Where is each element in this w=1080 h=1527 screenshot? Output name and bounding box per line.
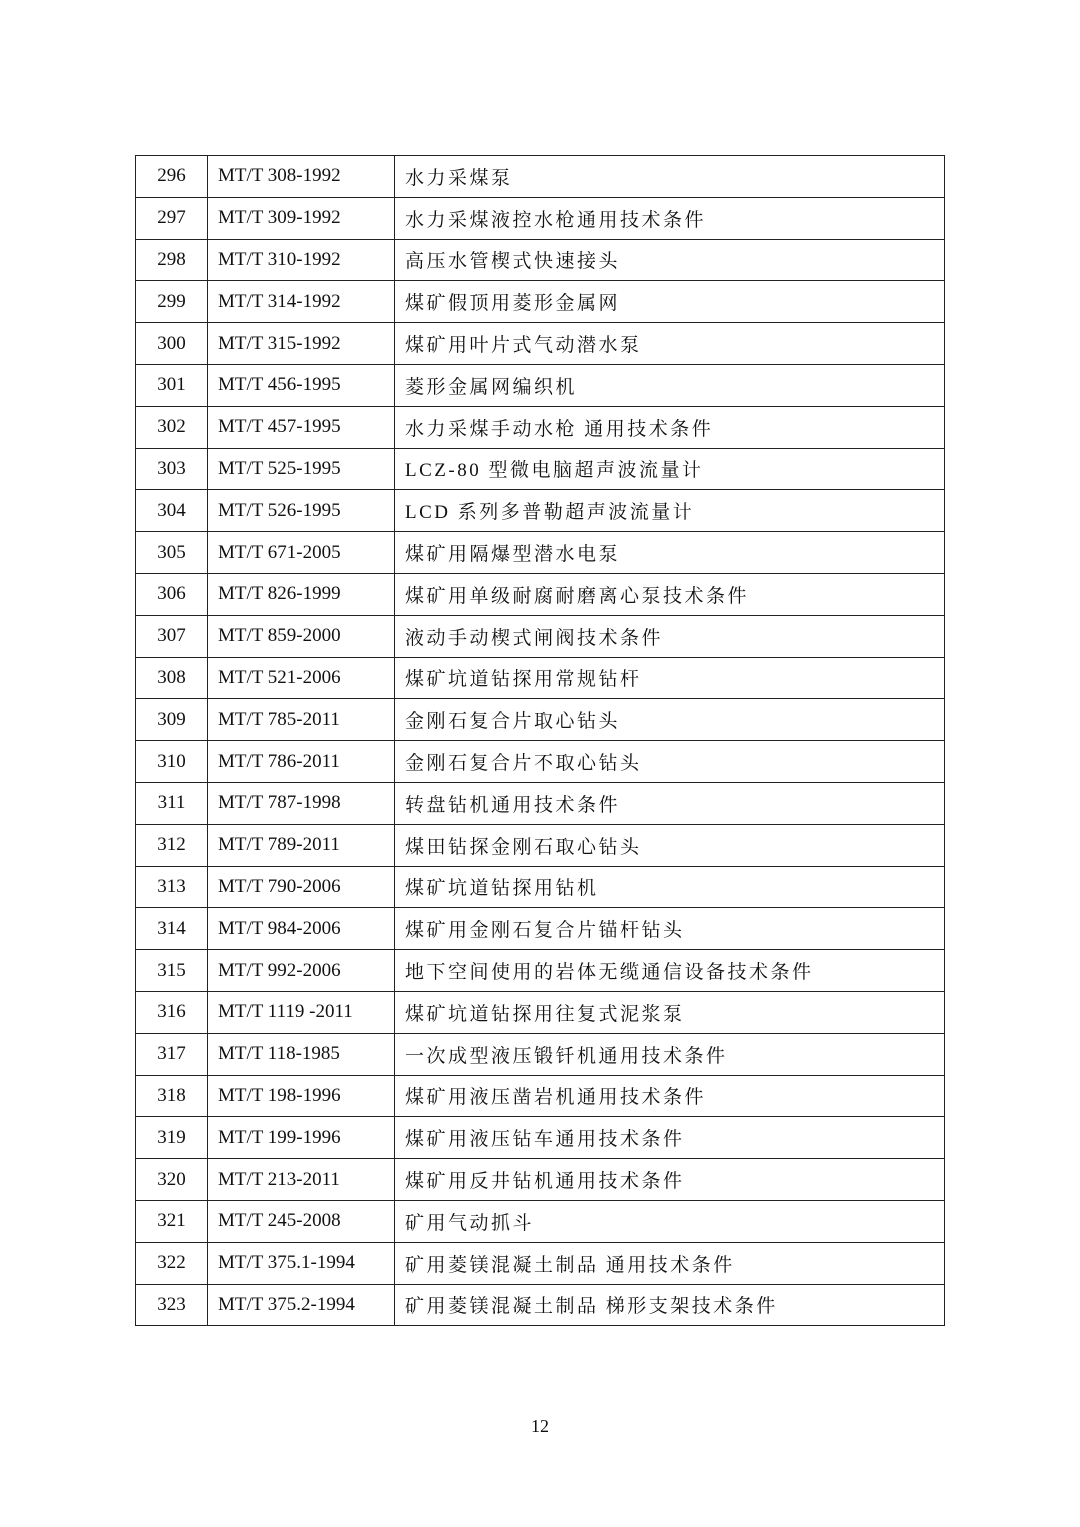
row-number-cell: 301 bbox=[136, 364, 208, 406]
row-number-cell: 319 bbox=[136, 1117, 208, 1159]
table-row bbox=[136, 615, 945, 657]
row-number-cell: 302 bbox=[136, 406, 208, 448]
standard-name-cell: 水力采煤液控水枪通用技术条件 bbox=[395, 197, 945, 239]
page-number: 12 bbox=[531, 1416, 549, 1436]
row-number-cell: 305 bbox=[136, 532, 208, 574]
row-number-cell: 323 bbox=[136, 1284, 208, 1326]
row-number-cell: 315 bbox=[136, 950, 208, 992]
table-row bbox=[136, 364, 945, 406]
table-row bbox=[136, 950, 945, 992]
standard-name-cell: 煤矿用叶片式气动潜水泵 bbox=[395, 323, 945, 365]
row-number-cell: 317 bbox=[136, 1033, 208, 1075]
standard-name-cell: 地下空间使用的岩体无缆通信设备技术条件 bbox=[395, 950, 945, 992]
row-number-cell: 303 bbox=[136, 448, 208, 490]
table-row bbox=[136, 991, 945, 1033]
standard-name-cell: 煤矿坑道钻探用常规钻杆 bbox=[395, 657, 945, 699]
standard-name-cell: 煤矿用反井钻机通用技术条件 bbox=[395, 1159, 945, 1201]
standard-code-cell: MT/T 992-2006 bbox=[208, 950, 395, 992]
standard-name-cell: 一次成型液压锻钎机通用技术条件 bbox=[395, 1033, 945, 1075]
row-number-cell: 316 bbox=[136, 991, 208, 1033]
table-row bbox=[136, 156, 945, 198]
table-row bbox=[136, 448, 945, 490]
standard-code-cell: MT/T 309-1992 bbox=[208, 197, 395, 239]
standard-code-cell: MT/T 787-1998 bbox=[208, 782, 395, 824]
standard-name-cell: 煤田钻探金刚石取心钻头 bbox=[395, 824, 945, 866]
table-row bbox=[136, 866, 945, 908]
standard-code-cell: MT/T 1119 -2011 bbox=[208, 991, 395, 1033]
standard-code-cell: MT/T 789-2011 bbox=[208, 824, 395, 866]
table-row bbox=[136, 657, 945, 699]
table-row bbox=[136, 1200, 945, 1242]
table-row bbox=[136, 1284, 945, 1326]
standard-code-cell: MT/T 213-2011 bbox=[208, 1159, 395, 1201]
standard-name-cell: 矿用气动抓斗 bbox=[395, 1200, 945, 1242]
standard-code-cell: MT/T 671-2005 bbox=[208, 532, 395, 574]
row-number-cell: 314 bbox=[136, 908, 208, 950]
row-number-cell: 298 bbox=[136, 239, 208, 281]
row-number-cell: 320 bbox=[136, 1159, 208, 1201]
standards-table bbox=[135, 155, 945, 1326]
table-row bbox=[136, 197, 945, 239]
standard-code-cell: MT/T 456-1995 bbox=[208, 364, 395, 406]
standard-name-cell: 高压水管楔式快速接头 bbox=[395, 239, 945, 281]
standard-code-cell: MT/T 790-2006 bbox=[208, 866, 395, 908]
row-number-cell: 322 bbox=[136, 1242, 208, 1284]
table-row bbox=[136, 406, 945, 448]
row-number-cell: 300 bbox=[136, 323, 208, 365]
standard-code-cell: MT/T 786-2011 bbox=[208, 741, 395, 783]
row-number-cell: 306 bbox=[136, 573, 208, 615]
standard-name-cell: 转盘钻机通用技术条件 bbox=[395, 782, 945, 824]
standard-code-cell: MT/T 315-1992 bbox=[208, 323, 395, 365]
table-row bbox=[136, 323, 945, 365]
table-row bbox=[136, 824, 945, 866]
standard-name-cell: LCD 系列多普勒超声波流量计 bbox=[395, 490, 945, 532]
row-number-cell: 311 bbox=[136, 782, 208, 824]
standard-code-cell: MT/T 526-1995 bbox=[208, 490, 395, 532]
standard-name-cell: 煤矿坑道钻探用钻机 bbox=[395, 866, 945, 908]
standard-name-cell: 煤矿用金刚石复合片锚杆钻头 bbox=[395, 908, 945, 950]
standard-name-cell: 煤矿用液压钻车通用技术条件 bbox=[395, 1117, 945, 1159]
standard-name-cell: 煤矿坑道钻探用往复式泥浆泵 bbox=[395, 991, 945, 1033]
standard-code-cell: MT/T 785-2011 bbox=[208, 699, 395, 741]
table-row bbox=[136, 741, 945, 783]
standard-name-cell: 煤矿用单级耐腐耐磨离心泵技术条件 bbox=[395, 573, 945, 615]
row-number-cell: 308 bbox=[136, 657, 208, 699]
row-number-cell: 297 bbox=[136, 197, 208, 239]
standard-code-cell: MT/T 457-1995 bbox=[208, 406, 395, 448]
table-row bbox=[136, 908, 945, 950]
row-number-cell: 313 bbox=[136, 866, 208, 908]
table-row bbox=[136, 1075, 945, 1117]
table-row bbox=[136, 1242, 945, 1284]
table-row bbox=[136, 782, 945, 824]
standard-name-cell: 水力采煤手动水枪 通用技术条件 bbox=[395, 406, 945, 448]
row-number-cell: 321 bbox=[136, 1200, 208, 1242]
standard-name-cell: LCZ-80 型微电脑超声波流量计 bbox=[395, 448, 945, 490]
row-number-cell: 310 bbox=[136, 741, 208, 783]
standards-table-body bbox=[136, 156, 945, 1326]
table-row bbox=[136, 699, 945, 741]
standard-code-cell: MT/T 245-2008 bbox=[208, 1200, 395, 1242]
row-number-cell: 307 bbox=[136, 615, 208, 657]
standard-code-cell: MT/T 375.1-1994 bbox=[208, 1242, 395, 1284]
standard-code-cell: MT/T 521-2006 bbox=[208, 657, 395, 699]
row-number-cell: 296 bbox=[136, 156, 208, 198]
row-number-cell: 309 bbox=[136, 699, 208, 741]
standard-code-cell: MT/T 375.2-1994 bbox=[208, 1284, 395, 1326]
standard-name-cell: 液动手动楔式闸阀技术条件 bbox=[395, 615, 945, 657]
table-row bbox=[136, 1033, 945, 1075]
standard-name-cell: 水力采煤泵 bbox=[395, 156, 945, 198]
standard-name-cell: 菱形金属网编织机 bbox=[395, 364, 945, 406]
standard-code-cell: MT/T 308-1992 bbox=[208, 156, 395, 198]
table-row bbox=[136, 239, 945, 281]
row-number-cell: 304 bbox=[136, 490, 208, 532]
table-row bbox=[136, 1159, 945, 1201]
standard-code-cell: MT/T 198-1996 bbox=[208, 1075, 395, 1117]
standard-name-cell: 矿用菱镁混凝土制品 梯形支架技术条件 bbox=[395, 1284, 945, 1326]
standard-name-cell: 煤矿用隔爆型潜水电泵 bbox=[395, 532, 945, 574]
standard-name-cell: 金刚石复合片不取心钻头 bbox=[395, 741, 945, 783]
standard-code-cell: MT/T 984-2006 bbox=[208, 908, 395, 950]
standard-code-cell: MT/T 314-1992 bbox=[208, 281, 395, 323]
table-row bbox=[136, 573, 945, 615]
standard-code-cell: MT/T 199-1996 bbox=[208, 1117, 395, 1159]
standard-name-cell: 矿用菱镁混凝土制品 通用技术条件 bbox=[395, 1242, 945, 1284]
table-row bbox=[136, 490, 945, 532]
standard-name-cell: 煤矿假顶用菱形金属网 bbox=[395, 281, 945, 323]
row-number-cell: 299 bbox=[136, 281, 208, 323]
standard-code-cell: MT/T 525-1995 bbox=[208, 448, 395, 490]
standard-code-cell: MT/T 859-2000 bbox=[208, 615, 395, 657]
standard-name-cell: 金刚石复合片取心钻头 bbox=[395, 699, 945, 741]
row-number-cell: 312 bbox=[136, 824, 208, 866]
standard-code-cell: MT/T 826-1999 bbox=[208, 573, 395, 615]
standard-code-cell: MT/T 310-1992 bbox=[208, 239, 395, 281]
standard-code-cell: MT/T 118-1985 bbox=[208, 1033, 395, 1075]
row-number-cell: 318 bbox=[136, 1075, 208, 1117]
table-row bbox=[136, 532, 945, 574]
standard-name-cell: 煤矿用液压凿岩机通用技术条件 bbox=[395, 1075, 945, 1117]
table-row bbox=[136, 1117, 945, 1159]
table-row bbox=[136, 281, 945, 323]
